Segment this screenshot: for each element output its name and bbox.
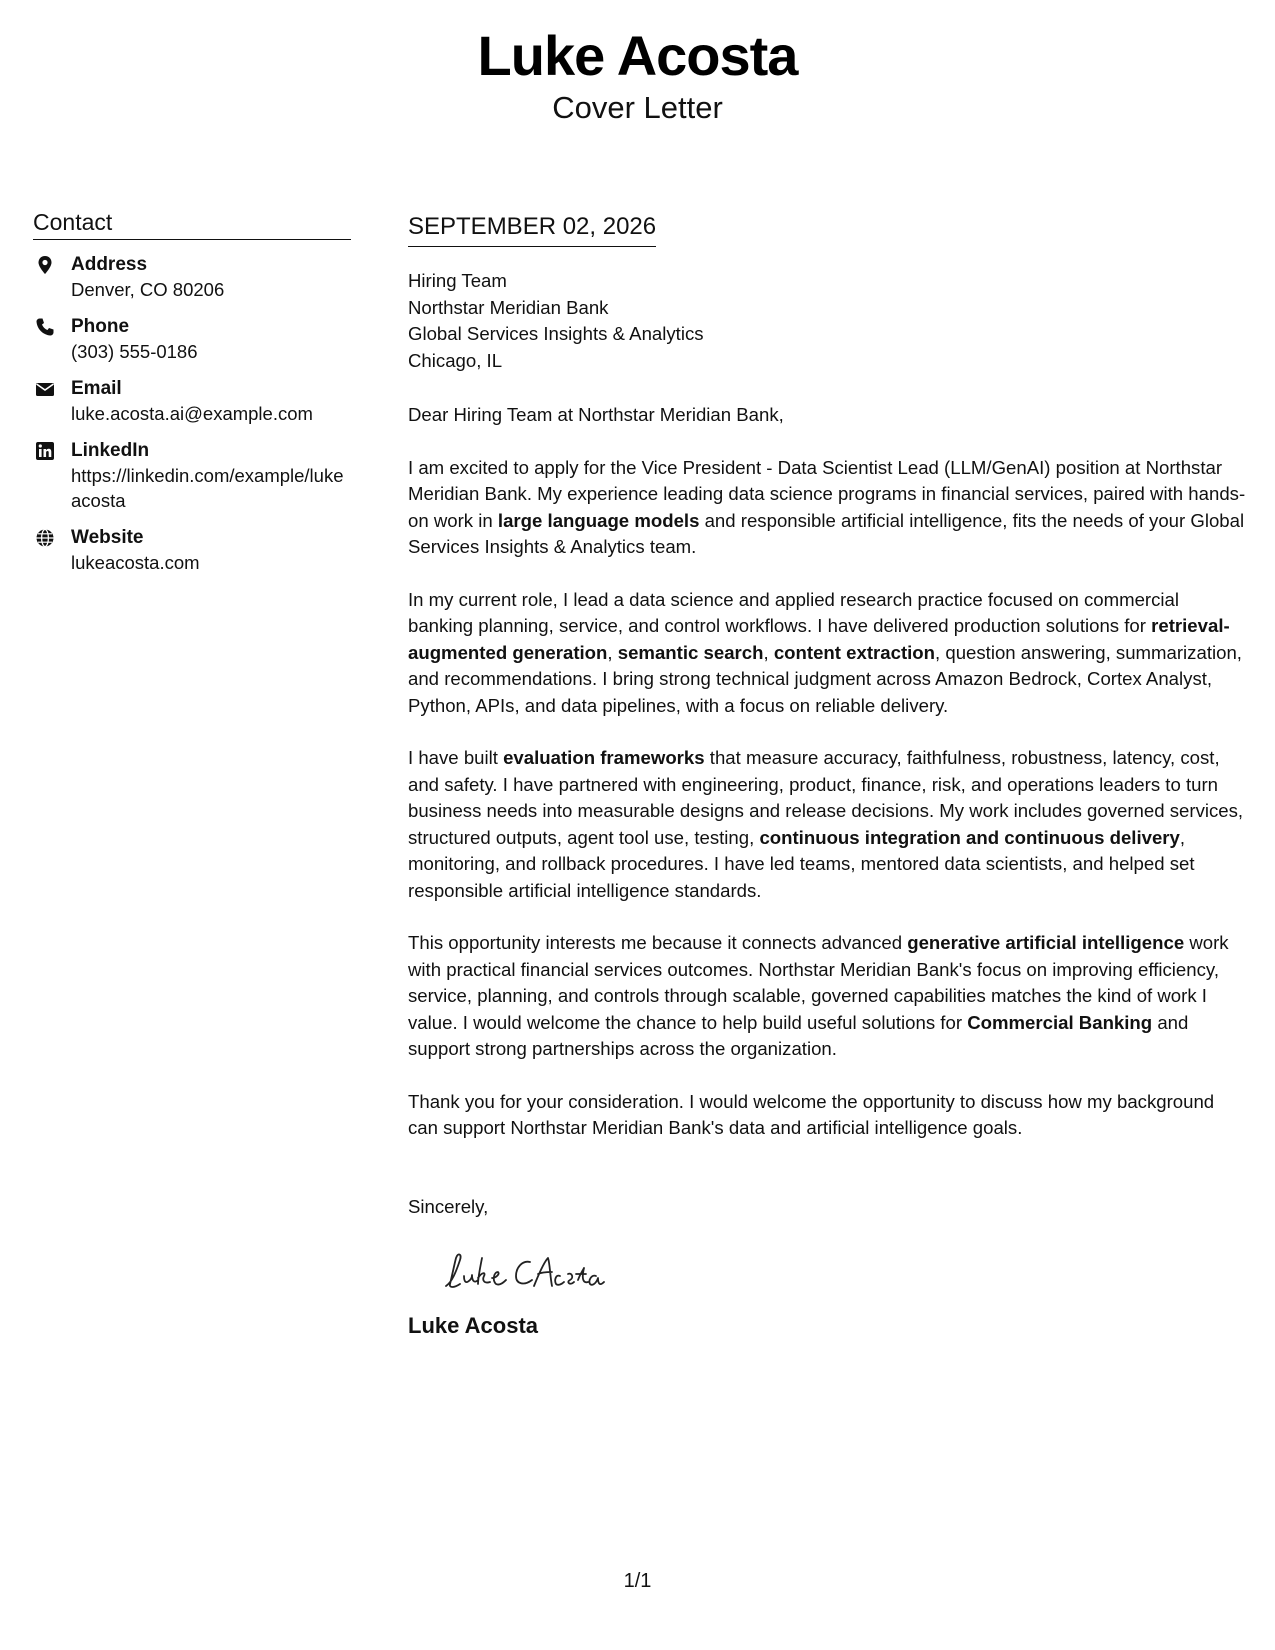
contact-linkedin bbox=[33, 439, 351, 513]
emphasized-text: continuous integration and continuous delivery bbox=[759, 826, 1180, 848]
body-paragraph bbox=[408, 745, 1248, 904]
emphasized-text: semantic search bbox=[617, 641, 764, 663]
page-number: 1/1 bbox=[623, 1570, 652, 1592]
linkedin-icon bbox=[35, 441, 55, 461]
contact-address bbox=[33, 253, 351, 302]
recipient-block bbox=[408, 268, 1248, 374]
paragraph-text: , monitoring, and rollback procedures. I have led teams, mentored data scientists, and helped set responsible artificial intelligence standards. bbox=[408, 826, 1195, 901]
emphasized-text: large language models bbox=[497, 509, 700, 531]
contact-email bbox=[33, 377, 351, 426]
applicant-name: Luke Acosta bbox=[477, 24, 798, 87]
emphasized-text: Commercial Banking bbox=[967, 1011, 1153, 1033]
body-paragraph bbox=[408, 587, 1248, 720]
contact-value[interactable]: lukeacosta.com bbox=[71, 552, 200, 573]
paragraph-text: and responsible artificial intelligence, fits the needs of your Global Services Insights & Analytics team. bbox=[408, 509, 1245, 557]
paragraph-text: and support strong partnerships across the organization. bbox=[408, 1011, 1189, 1059]
envelope-icon bbox=[35, 379, 55, 399]
contact-label: LinkedIn bbox=[71, 440, 150, 461]
contact-section-title: Contact bbox=[33, 208, 351, 240]
contact-value: Denver, CO 80206 bbox=[71, 279, 225, 300]
contact-website bbox=[33, 526, 351, 575]
recipient-line: Hiring Team bbox=[408, 270, 507, 291]
body-paragraph bbox=[408, 930, 1248, 1063]
greeting: Dear Hiring Team at Northstar Meridian Bank, bbox=[408, 404, 784, 425]
recipient-line: Chicago, IL bbox=[408, 349, 503, 371]
contact-sidebar bbox=[33, 208, 351, 575]
map-pin-icon bbox=[35, 255, 55, 275]
letter-body bbox=[408, 208, 1248, 1340]
contact-value: luke.acosta.ai@example.com bbox=[71, 403, 313, 424]
contact-phone bbox=[33, 315, 351, 364]
body-paragraph bbox=[408, 1089, 1248, 1142]
paragraph-text: that measure accuracy, faithfulness, robustness, latency, cost, and safety. I have partnered with engineering, product, finance, risk, and operations leaders to turn business needs into measurable designs and release decisions. My work includes governed services, structured outputs, agent tool use, testing, bbox=[408, 747, 1244, 848]
body-paragraph bbox=[408, 455, 1248, 561]
document-subtitle: Cover Letter bbox=[552, 90, 723, 125]
recipient-line: Global Services Insights & Analytics bbox=[408, 323, 704, 344]
recipient-line: Northstar Meridian Bank bbox=[408, 296, 609, 318]
emphasized-text: content extraction bbox=[773, 641, 936, 663]
contact-label: Address bbox=[71, 254, 148, 275]
globe-icon bbox=[35, 528, 55, 548]
emphasized-text: retrieval-augmented generation bbox=[408, 615, 1230, 663]
paragraph-text: , bbox=[763, 641, 774, 663]
paragraph-text: , bbox=[607, 641, 618, 663]
paragraph-text: I have built bbox=[408, 747, 504, 768]
paragraph-text: In my current role, I lead a data science and applied research practice focused on commercial banking planning, service, and control workflows. I have delivered production solutions for bbox=[408, 588, 1180, 636]
handwritten-signature bbox=[438, 1242, 1248, 1298]
contact-value[interactable]: https://linkedin.com/example/lukeacosta bbox=[71, 465, 344, 511]
paragraph-text: , question answering, summarization, and recommendations. I bring strong technical judgment across Amazon Bedrock, Cortex Analyst, Python, APIs, and data pipelines, with a focus on reliable delivery. bbox=[408, 641, 1242, 716]
contact-value: (303) 555-0186 bbox=[71, 341, 198, 362]
contact-label: Website bbox=[71, 527, 144, 548]
signoff-name: Luke Acosta bbox=[408, 1313, 539, 1338]
contact-label: Email bbox=[71, 378, 122, 399]
closing: Sincerely, bbox=[408, 1195, 489, 1217]
emphasized-text: evaluation frameworks bbox=[503, 747, 705, 768]
paragraph-text: Thank you for your consideration. I would welcome the opportunity to discuss how my background can support Northstar Meridian Bank's data and artificial intelligence goals. bbox=[408, 1090, 1215, 1138]
paragraph-text: work with practical financial services outcomes. Northstar Meridian Bank's focus on improving efficiency, service, planning, and controls through scalable, governed capabilities matches the kind of work I value. I would welcome the chance to help build useful solutions for bbox=[408, 932, 1229, 1033]
paragraph-text: I am excited to apply for the Vice President - Data Scientist Lead (LLM/GenAI) position at Northstar Meridian Bank. My experience leading data science programs in financial services, paired with hands-on work in bbox=[408, 456, 1246, 531]
signature-image bbox=[438, 1242, 638, 1298]
letter-date: SEPTEMBER 02, 2026 bbox=[408, 212, 656, 247]
paragraph-text: This opportunity interests me because it connects advanced bbox=[408, 932, 908, 953]
emphasized-text: generative artificial intelligence bbox=[907, 932, 1185, 953]
contact-label: Phone bbox=[71, 316, 130, 337]
letter-header bbox=[0, 24, 1275, 128]
phone-icon bbox=[35, 317, 55, 337]
